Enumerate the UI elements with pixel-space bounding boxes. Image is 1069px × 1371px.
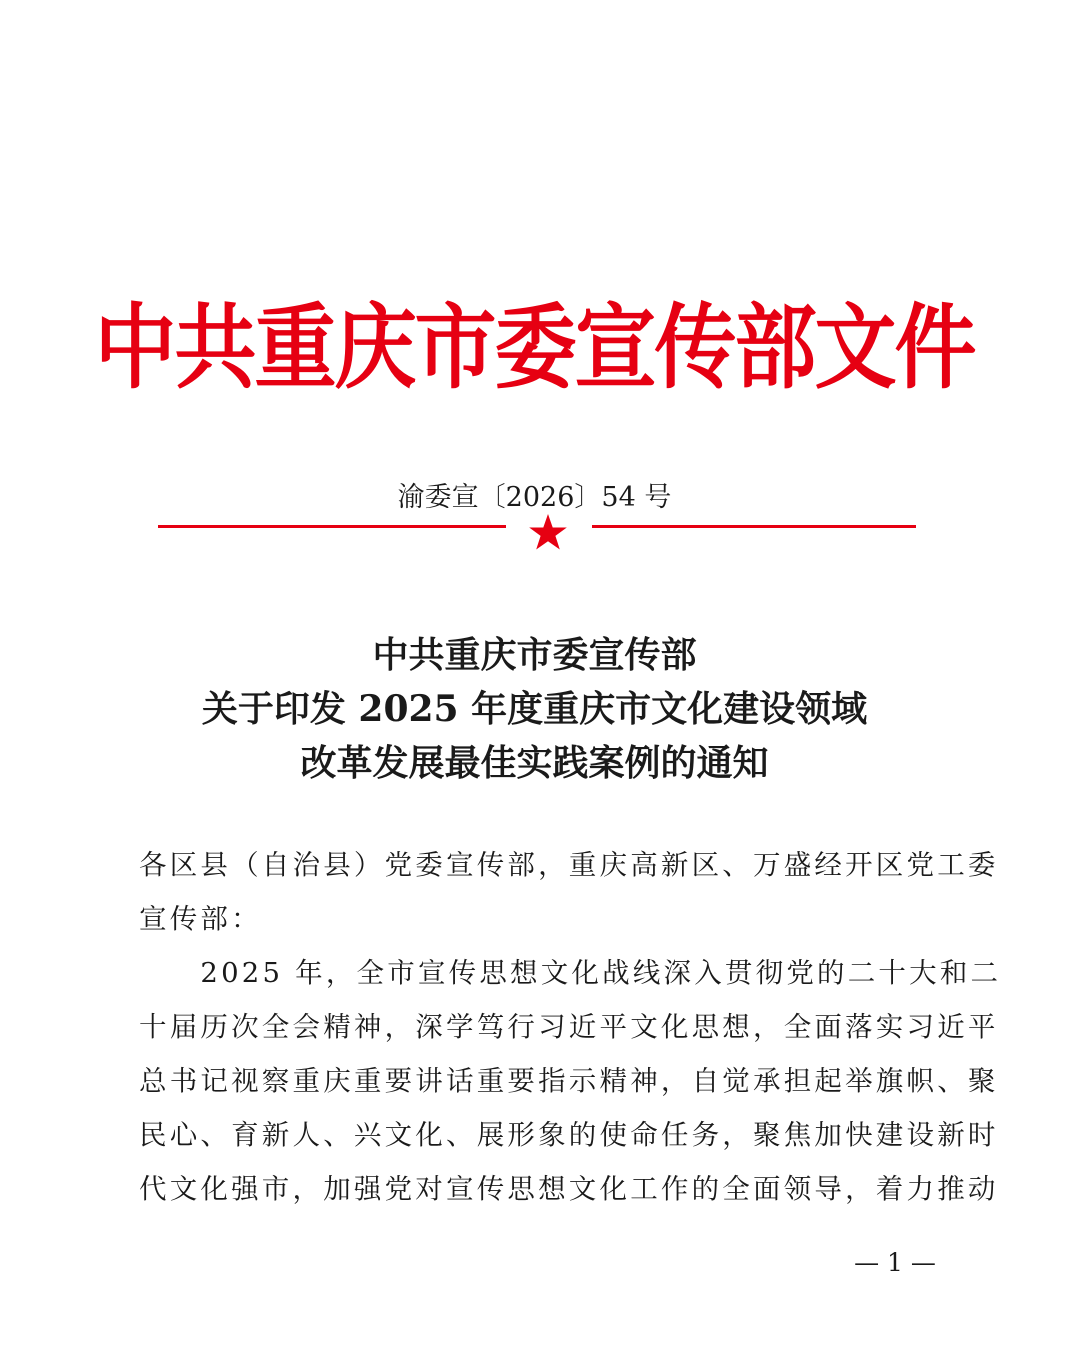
paragraph-line-4: 民心、育新人、兴文化、展形象的使命任务，聚焦加快建设新时 (139, 1119, 999, 1151)
document-masthead: 中共重庆市委宣传部文件 (94, 295, 975, 402)
star-icon (528, 512, 568, 552)
salutation-line-1: 各区县（自治县）党委宣传部，重庆高新区、万盛经开区党工委 (139, 849, 999, 881)
title-line-2: 关于印发 2025 年度重庆市文化建设领域 (201, 688, 868, 730)
title-line-1: 中共重庆市委宣传部 (372, 634, 697, 676)
document-number: 渝委宣〔2026〕54 号 (397, 482, 672, 513)
document-title (0, 628, 1069, 790)
title-line-3: 改革发展最佳实践案例的通知 (300, 742, 769, 784)
paragraph-line-2: 十届历次全会精神，深学笃行习近平文化思想，全面落实习近平 (139, 1011, 999, 1043)
divider-line-right (592, 525, 916, 528)
paragraph-line-3: 总书记视察重庆重要讲话重要指示精神，自觉承担起举旗帜、聚 (139, 1065, 999, 1097)
red-divider (158, 512, 916, 552)
page-number: — 1 — (854, 1248, 936, 1277)
salutation-line-2: 宣传部： (139, 903, 262, 935)
paragraph-line-5: 代文化强市，加强党对宣传思想文化工作的全面领导，着力推动 (139, 1173, 999, 1205)
paragraph-line-1: 2025 年，全市宣传思想文化战线深入贯彻党的二十大和二 (139, 957, 1002, 989)
divider-line-left (158, 525, 506, 528)
